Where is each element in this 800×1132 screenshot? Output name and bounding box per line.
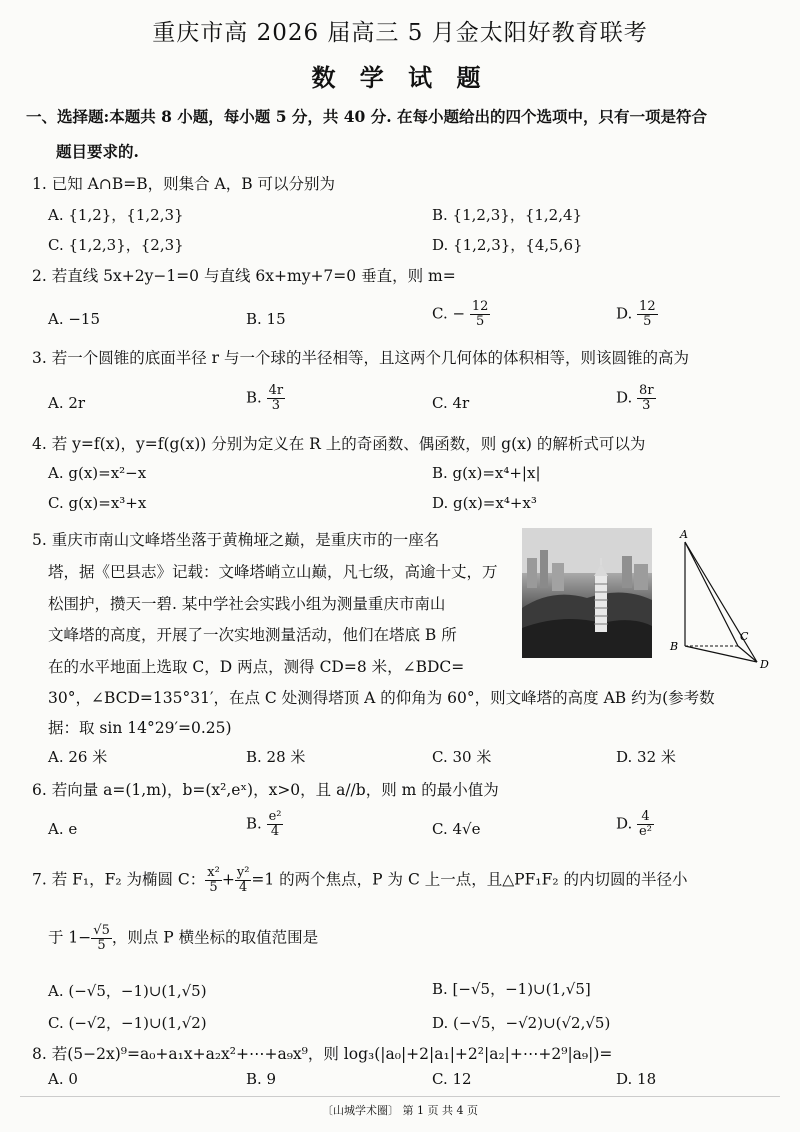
q3-option-c: C. 4r — [432, 394, 470, 412]
q5-line7: 据：取 sin 14°29′=0.25) — [48, 719, 232, 737]
triangle-figure — [660, 522, 780, 672]
q7-option-a: A. (−√5，−1)∪(1,√5) — [48, 982, 207, 1000]
fraction-denominator: 5 — [209, 880, 218, 895]
q3-option-b — [246, 384, 285, 413]
q4-option-c: C. g(x)=x³+x — [48, 494, 147, 512]
section-heading-line1: 一、选择题:本题共 8 小题，每小题 5 分，共 40 分. 在每小题给出的四个选项中，只有一项是符合 — [26, 107, 708, 126]
q8-option-d: D. 18 — [616, 1070, 657, 1088]
q6-option-a: A. e — [48, 820, 78, 838]
q6-option-b-fraction — [267, 810, 284, 839]
point-d-label: D — [760, 658, 769, 671]
fraction-denominator: 4 — [238, 880, 248, 895]
q8-option-c: C. 12 — [432, 1070, 472, 1088]
q7-plus: + — [221, 870, 235, 889]
q7-stem-part2: =1 的两个焦点，P 为 C 上一点，且△PF₁F₂ 的内切圆的半径小 — [251, 870, 688, 889]
q5-line6: 30°，∠BCD=135°31′，在点 C 处测得塔顶 A 的仰角为 60°，则文峰塔的高度 AB 约为(参考数 — [48, 689, 715, 707]
q5-line4: 文峰塔的高度，开展了一次实地测量活动，他们在塔底 B 所 — [48, 626, 457, 644]
q3-option-d — [616, 384, 656, 413]
q1-stem: 1. 已知 A∩B=B，则集合 A，B 可以分别为 — [32, 175, 336, 193]
q7-sqrt5-fraction — [91, 924, 112, 953]
fraction-numerator: 12 — [639, 299, 656, 314]
section-heading-line2: 题目要求的. — [56, 142, 139, 161]
q5-option-b: B. 28 米 — [246, 748, 306, 766]
fraction-denominator: 3 — [271, 398, 280, 413]
footer-divider — [20, 1096, 780, 1097]
segment-bd — [685, 646, 757, 662]
q7-line2-part2: ，则点 P 横坐标的取值范围是 — [111, 928, 319, 947]
page-footer: 〔山城学术圈〕 第 1 页 共 4 页 — [322, 1104, 478, 1117]
q6-stem: 6. 若向量 a=(1,m)，b=(x²,eˣ)，x>0，且 a//b，则 m 的最小值为 — [32, 781, 499, 799]
q2-option-d-fraction — [637, 300, 658, 329]
q4-stem: 4. 若 y=f(x)，y=f(g(x)) 分别为定义在 R 上的奇函数、偶函数，则 g(x) 的解析式可以为 — [32, 435, 646, 453]
q4-option-d: D. g(x)=x⁴+x³ — [432, 494, 537, 512]
q1-option-a: A. {1,2}，{1,2,3} — [48, 206, 184, 224]
fraction-numerator: 12 — [471, 299, 489, 314]
q1-option-d: D. {1,2,3}，{4,5,6} — [432, 236, 583, 254]
point-b-label: B — [670, 640, 679, 653]
q8-option-b: B. 9 — [246, 1070, 277, 1088]
tower-photo-art — [522, 528, 652, 658]
segment-ad — [685, 542, 757, 662]
point-a-label: A — [680, 528, 688, 541]
fraction-numerator: 4 — [637, 810, 654, 825]
exam-title: 重庆市高 2026 届高三 5 月金太阳好教育联考 — [152, 20, 648, 46]
q6-option-b-prefix: B. — [246, 814, 262, 833]
q7-option-b: B. [−√5，−1)∪(1,√5] — [432, 980, 591, 998]
q5-option-c: C. 30 米 — [432, 748, 492, 766]
q5-line2: 塔，据《巴县志》记载：文峰塔峭立山巅，凡七级，高逾十丈，万 — [48, 563, 498, 581]
q6-option-d-fraction — [637, 810, 654, 839]
q7-x-fraction — [205, 866, 222, 895]
fraction-denominator: e² — [639, 824, 652, 839]
fraction-denominator: 5 — [643, 314, 652, 329]
q5-line3: 松围护，攒天一碧. 某中学社会实践小组为测量重庆市南山 — [48, 595, 446, 613]
q2-option-b: B. 15 — [246, 310, 286, 328]
q2-option-d — [616, 300, 658, 329]
q6-option-b — [246, 810, 283, 839]
q7-option-c: C. (−√2，−1)∪(1,√2) — [48, 1014, 207, 1032]
q7-y-fraction — [235, 866, 252, 895]
q1-option-b: B. {1,2,3}，{1,2,4} — [432, 206, 583, 224]
q1-option-c: C. {1,2,3}，{2,3} — [48, 236, 184, 254]
segment-ac — [685, 542, 738, 646]
tower-photo — [522, 528, 652, 658]
fraction-denominator: 4 — [270, 824, 280, 839]
q4-option-b: B. g(x)=x⁴+|x| — [432, 464, 541, 482]
q7-stem — [32, 866, 687, 895]
q5-option-d: D. 32 米 — [616, 748, 676, 766]
q4-option-a: A. g(x)=x²−x — [48, 464, 147, 482]
point-c-label: C — [740, 630, 749, 643]
q3-option-d-fraction — [637, 384, 656, 413]
subject-title: 数 学 试 题 — [311, 63, 489, 92]
q6-option-d — [616, 810, 654, 839]
fraction-denominator: 5 — [97, 938, 106, 953]
fraction-numerator: e² — [268, 809, 282, 824]
q2-option-c — [432, 300, 490, 329]
q8-option-a: A. 0 — [48, 1070, 78, 1088]
q3-option-d-prefix: D. — [616, 388, 633, 407]
fraction-numerator: 4r — [268, 383, 284, 398]
q2-option-c-fraction — [470, 300, 491, 329]
q6-option-d-prefix: D. — [616, 814, 633, 833]
q7-stem-part1: 7. 若 F₁，F₂ 为椭圆 C： — [32, 870, 206, 889]
q7-option-d: D. (−√5，−√2)∪(√2,√5) — [432, 1014, 611, 1032]
fraction-numerator: x² — [207, 865, 220, 880]
q2-option-c-prefix: C. − — [432, 304, 466, 323]
fraction-denominator: 3 — [642, 398, 651, 413]
fraction-numerator: 8r — [639, 383, 654, 398]
fraction-numerator: √5 — [93, 923, 110, 938]
q3-option-b-fraction — [267, 384, 286, 413]
q5-line1: 5. 重庆市南山文峰塔坐落于黄桷垭之巅，是重庆市的一座名 — [32, 531, 440, 549]
fraction-denominator: 5 — [475, 314, 485, 329]
q8-stem: 8. 若(5−2x)⁹=a₀+a₁x+a₂x²+⋯+a₉x⁹，则 log₃(|a₀|+2|a₁|+2²|a₂|+⋯+2⁹|a₉|)= — [32, 1045, 613, 1063]
q3-stem: 3. 若一个圆锥的底面半径 r 与一个球的半径相等，且这两个几何体的体积相等，则该圆锥的高为 — [32, 349, 689, 367]
q6-option-c: C. 4√e — [432, 820, 481, 838]
q7-stem-line2 — [48, 924, 318, 953]
q2-option-d-prefix: D. — [616, 304, 633, 323]
q2-option-a: A. −15 — [48, 310, 101, 328]
q5-option-a: A. 26 米 — [48, 748, 108, 766]
fraction-numerator: y² — [236, 865, 250, 880]
q7-line2-part1: 于 1− — [48, 928, 92, 947]
q2-stem: 2. 若直线 5x+2y−1=0 与直线 6x+my+7=0 垂直，则 m= — [32, 267, 456, 285]
q3-option-b-prefix: B. — [246, 388, 262, 407]
q3-option-a: A. 2r — [48, 394, 86, 412]
q5-line5: 在的水平地面上选取 C，D 两点，测得 CD=8 米，∠BDC= — [48, 658, 465, 676]
